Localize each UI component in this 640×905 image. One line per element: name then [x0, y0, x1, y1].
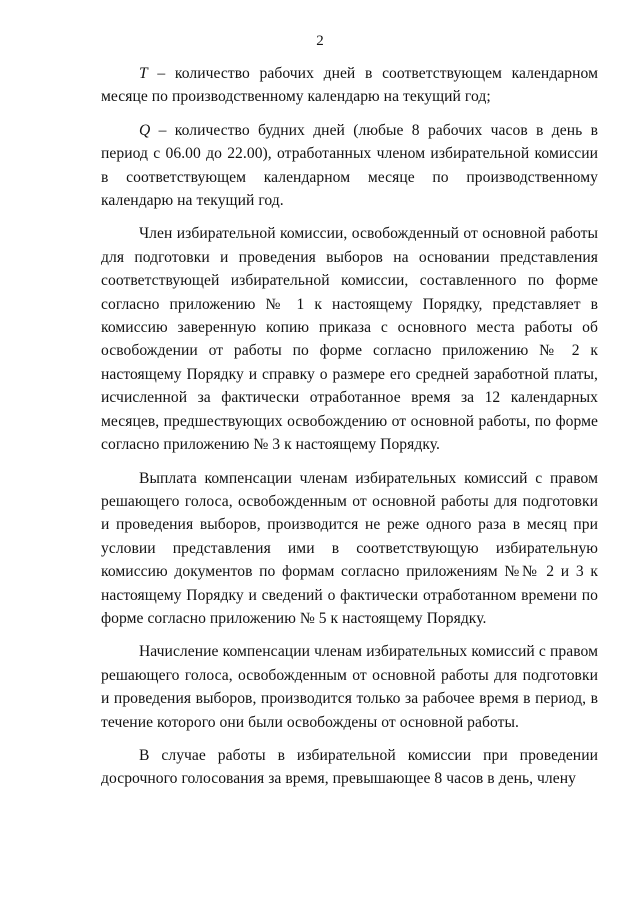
- paragraph-t-text: – количество рабочих дней в соответствующем календарном месяце по производственному календарю на текущий год;: [101, 65, 598, 106]
- paragraph-q-text: – количество будних дней (любые 8 рабочих часов в день в период с 06.00 до 22.00), отработанных членом избирательной комиссии в соответствующем календарном месяце по производственному календарю на текущий год.: [101, 121, 598, 210]
- paragraph-member-release: Член избирательной комиссии, освобожденный от основной работы для подготовки и проведения выборов на основании представления соответствующей избирательной комиссии, составленного по форме согласно приложению № 1 к настоящему Порядку, представляет в комиссию заверенную копию приказа с основного места работы об освобождении от работы по форме согласно приложению № 2 к настоящему Порядку и справку о размере его средней заработной платы, исчисленной за фактически отработанное время за 12 календарных месяцев, предшествующих освобождению от основной работы, по форме согласно приложению № 3 к настоящему Порядку.: [101, 225, 598, 454]
- paragraph-early-voting: В случае работы в избирательной комиссии при проведении досрочного голосования за время, превышающее 8 часов в день, члену: [101, 746, 598, 788]
- page-number: 2: [316, 33, 324, 49]
- paragraph-compensation-accrual: Начисление компенсации членам избирательных комиссий с правом решающего голоса, освобожденным от основной работы для подготовки и проведения выборов, производится только за рабочее время в период, в течение которого они были освобождены от основной работы.: [101, 643, 598, 731]
- document-body: [101, 62, 598, 791]
- variable-q: Q: [139, 121, 151, 139]
- paragraph-q-definition: [101, 119, 598, 213]
- paragraph-compensation-payment: Выплата компенсации членам избирательных комиссий с правом решающего голоса, освобожденным от основной работы для подготовки и проведения выборов, производится не реже одного раза в месяц при условии представления ими в соответствующую избирательную комиссию документов по формам согласно приложениям №№ 2 и 3 к настоящему Порядку и сведений о фактически отработанном времени по форме согласно приложению № 5 к настоящему Порядку.: [101, 469, 598, 627]
- paragraph-t-definition: [101, 62, 598, 109]
- variable-t: T: [139, 65, 148, 82]
